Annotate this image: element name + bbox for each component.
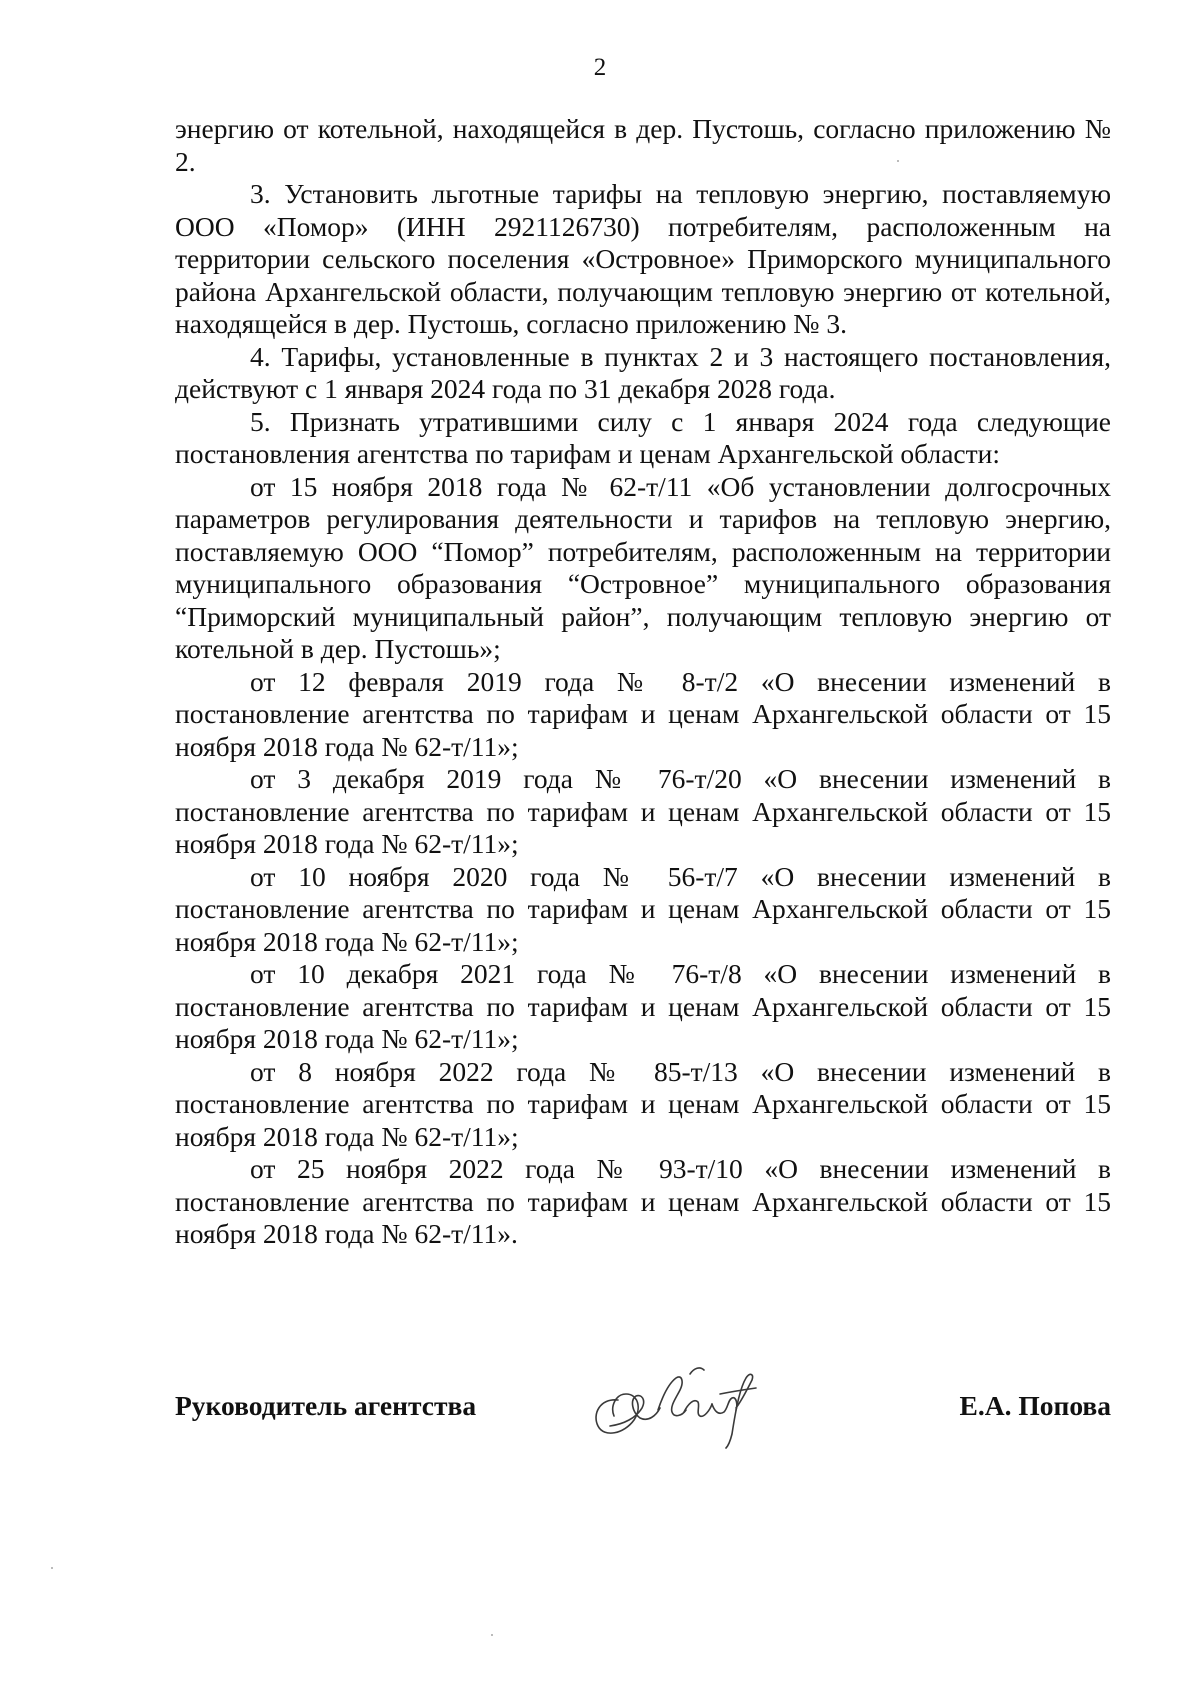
scan-speck <box>897 160 899 162</box>
scan-speck <box>51 1567 53 1569</box>
repealed-item-2: от 12 февраля 2019 года № 8-т/2 «О внесении изменений в постановление агентства по тарифам и ценам Архангельской области от 15 ноября 2018 года № 62-т/11»; <box>175 665 1111 762</box>
repealed-item-5: от 10 декабря 2021 года № 76-т/8 «О внесении изменений в постановление агентства по тарифам и ценам Архангельской области от 15 ноября 2018 года № 62-т/11»; <box>175 958 1111 1054</box>
paragraph-2-continuation: энергию от котельной, находящейся в дер. Пустошь, согласно приложению № 2. <box>175 113 1111 177</box>
handwritten-signature <box>580 1338 780 1450</box>
paragraph-4: 4. Тарифы, установленные в пунктах 2 и 3 настоящего постановления, действуют с 1 января 2024 года по 31 декабря 2028 года. <box>175 340 1111 404</box>
page-number: 2 <box>593 54 607 81</box>
repealed-item-6: от 8 ноября 2022 года № 85-т/13 «О внесении изменений в постановление агентства по тарифам и ценам Архангельской области от 15 ноября 2018 года № 62-т/11»; <box>175 1055 1111 1152</box>
repealed-item-1: от 15 ноября 2018 года № 62-т/11 «Об установлении долгосрочных параметров регулирования деятельности и тарифов на тепловую энергию, поставляемую ООО “Помор” потребителям, расположенным на территории муниципального образования “Островное” муниципального образования “Приморский муниципальный район”, получающим тепловую энергию от котельной в дер. Пустошь»; <box>175 470 1111 664</box>
signer-name: Е.А. Попова <box>959 1390 1111 1421</box>
scan-speck <box>491 1634 493 1636</box>
repealed-item-7: от 25 ноября 2022 года № 93-т/10 «О внесении изменений в постановление агентства по тарифам и ценам Архангельской области от 15 ноября 2018 года № 62-т/11». <box>175 1153 1111 1249</box>
paragraph-3: 3. Установить льготные тарифы на тепловую энергию, поставляемую ООО «Помор» (ИНН 2921126730) потребителям, расположенным на территории сельского поселения «Островное» Приморского муниципального района Архангельской области, получающим тепловую энергию от котельной, находящейся в дер. Пустошь, согласно приложению № 3. <box>175 178 1111 339</box>
repealed-item-4: от 10 ноября 2020 года № 56-т/7 «О внесении изменений в постановление агентства по тарифам и ценам Архангельской области от 15 ноября 2018 года № 62-т/11»; <box>175 860 1111 957</box>
signature-block <box>175 1338 1111 1458</box>
repealed-item-3: от 3 декабря 2019 года № 76-т/20 «О внесении изменений в постановление агентства по тарифам и ценам Архангельской области от 15 ноября 2018 года № 62-т/11»; <box>175 763 1111 859</box>
paragraph-5: 5. Признать утратившими силу с 1 января 2024 года следующие постановления агентства по тарифам и ценам Архангельской области: <box>175 405 1111 469</box>
document-body <box>175 113 1111 1251</box>
position-title: Руководитель агентства <box>175 1390 477 1421</box>
